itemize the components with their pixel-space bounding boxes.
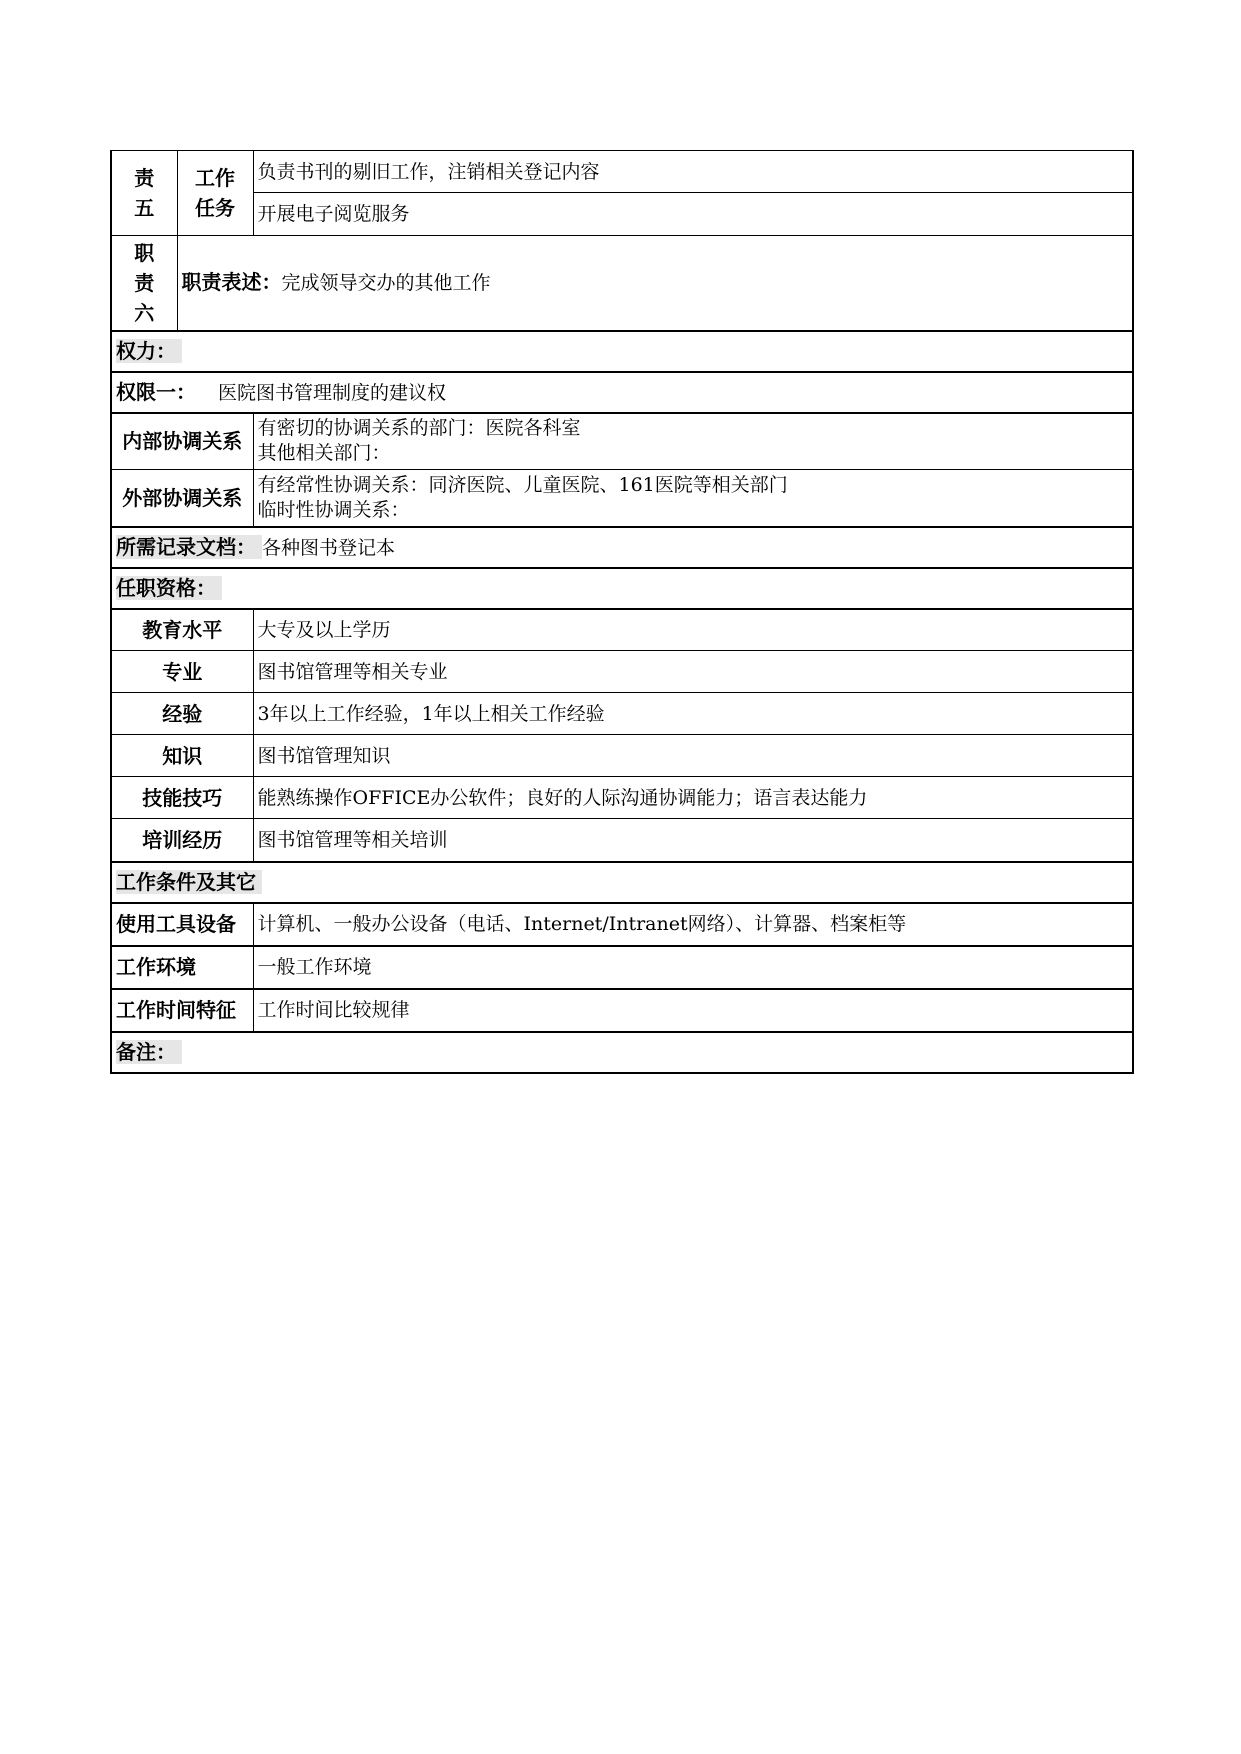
conditions-value: 一般工作环境 [253,946,1133,989]
duty5-label: 责五 [111,151,177,236]
authority-heading-row [111,331,1133,372]
records-value: 各种图书登记本 [262,536,396,559]
qualification-row [111,693,1133,735]
authority-item-label: 权限一： [116,379,196,404]
conditions-label: 工作时间特征 [111,989,253,1032]
qualification-label: 技能技巧 [111,777,253,819]
qualification-label: 知识 [111,735,253,777]
qualification-value: 3年以上工作经验，1年以上相关工作经验 [253,693,1133,735]
job-description-document [110,150,1132,1074]
duty6-description [177,236,1133,331]
records-label: 所需记录文档： [116,535,262,559]
duty6-row [111,236,1133,331]
external-line-1: 有经常性协调关系：同济医院、儿童医院、161医院等相关部门 [257,473,788,496]
records-row [111,527,1133,568]
qualification-label: 培训经历 [111,819,253,862]
qualification-label: 教育水平 [111,609,253,651]
external-row [111,470,1133,527]
duty5-task-2: 开展电子阅览服务 [253,193,1133,236]
conditions-row [111,946,1133,989]
authority-item-row [111,372,1133,413]
qualification-row [111,651,1133,693]
authority-item-value: 医院图书管理制度的建议权 [218,381,447,404]
conditions-value: 计算机、一般办公设备（电话、Internet/Intranet网络）、计算器、档案柜等 [253,903,1133,946]
internal-line-2: 其他相关部门： [257,442,391,465]
conditions-row [111,903,1133,946]
qualification-value: 图书馆管理等相关培训 [253,819,1133,862]
internal-label: 内部协调关系 [111,413,253,470]
remarks-row [111,1032,1133,1073]
duty5-sub-label: 工作任务 [177,151,253,236]
authority-heading: 权力： [116,339,182,363]
qualification-heading-row [111,568,1133,609]
conditions-value: 工作时间比较规律 [253,989,1133,1032]
conditions-heading-cell [111,862,1133,903]
job-description-table [110,150,1134,1074]
conditions-label: 工作环境 [111,946,253,989]
qualification-label: 专业 [111,651,253,693]
internal-row [111,413,1133,470]
qualification-row [111,609,1133,651]
internal-line-1: 有密切的协调关系的部门：医院各科室 [257,417,581,440]
internal-value [253,413,1133,470]
duty6-desc-label: 职责表述： [181,270,282,295]
authority-heading-cell [111,331,1133,372]
duty5-row-2 [111,193,1133,236]
conditions-heading: 工作条件及其它 [116,870,262,894]
qualification-value: 图书馆管理等相关专业 [253,651,1133,693]
qualification-value: 能熟练操作OFFICE办公软件；良好的人际沟通协调能力；语言表达能力 [253,777,1133,819]
qualification-row [111,777,1133,819]
duty6-desc-text: 完成领导交办的其他工作 [281,272,491,295]
qualification-label: 经验 [111,693,253,735]
conditions-label: 使用工具设备 [111,903,253,946]
qualification-value: 大专及以上学历 [253,609,1133,651]
conditions-heading-row [111,862,1133,903]
external-value [253,470,1133,527]
records-cell [111,527,1133,568]
qualification-heading-cell [111,568,1133,609]
external-line-2: 临时性协调关系： [257,498,410,521]
authority-item-cell [111,372,1133,413]
remarks-heading: 备注： [116,1040,182,1064]
conditions-row [111,989,1133,1032]
qualification-row [111,819,1133,862]
remarks-cell [111,1032,1133,1073]
duty5-task-1: 负责书刊的剔旧工作，注销相关登记内容 [253,151,1133,193]
qualification-heading: 任职资格： [116,576,222,600]
duty6-label: 职责六 [111,236,177,331]
external-label: 外部协调关系 [111,470,253,527]
duty5-row-1 [111,151,1133,193]
qualification-row [111,735,1133,777]
qualification-value: 图书馆管理知识 [253,735,1133,777]
